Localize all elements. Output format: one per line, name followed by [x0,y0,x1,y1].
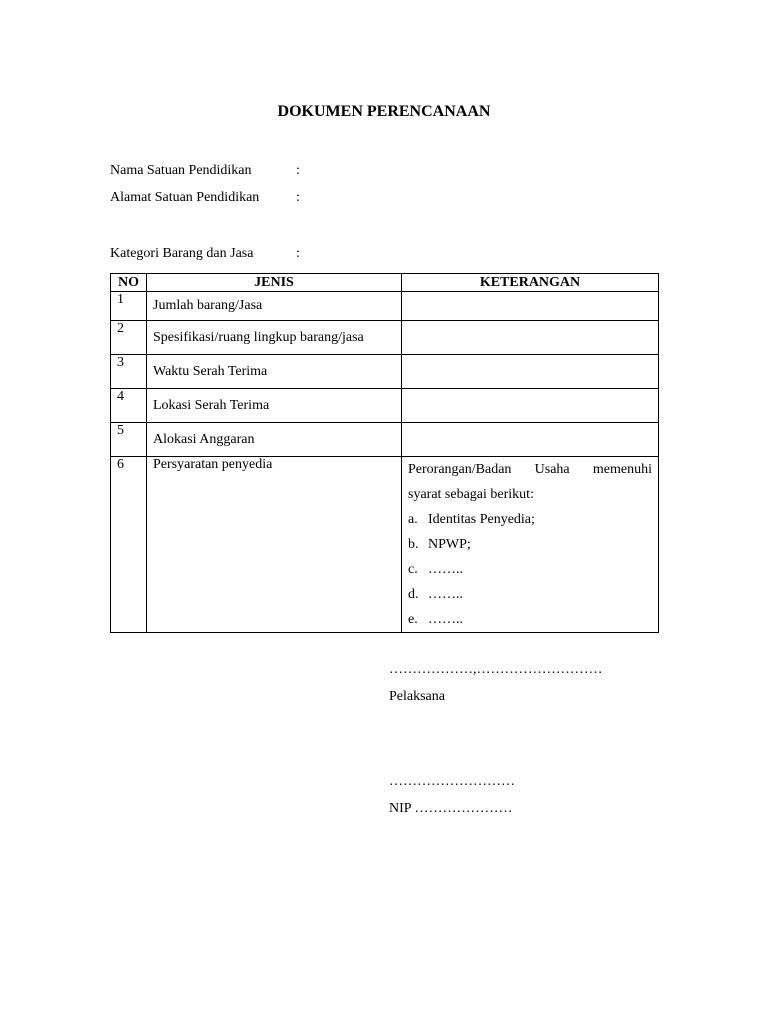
field-label: Nama Satuan Pendidikan [110,163,252,178]
row-jenis: Waktu Serah Terima [147,355,402,389]
planning-table [110,273,659,633]
table-row [111,389,659,423]
list-text: …….. [428,587,463,602]
list-marker: d. [408,587,419,602]
row-jenis: Spesifikasi/ruang lingkup barang/jasa [147,321,402,355]
row-keterangan [402,321,659,355]
table-header-row [111,274,659,292]
row-keterangan [402,389,659,423]
row-jenis: Alokasi Anggaran [147,423,402,457]
list-item [408,582,652,607]
table-row [111,457,659,633]
row-jenis: Persyaratan penyedia [147,457,402,633]
list-text: NPWP; [428,537,471,552]
list-item [408,607,652,632]
table-row [111,321,659,355]
list-text: Identitas Penyedia; [428,512,535,527]
list-marker: b. [408,537,419,552]
header-keterangan: KETERANGAN [402,274,659,292]
list-marker: c. [408,562,418,577]
list-item [408,507,652,532]
field-label: Alamat Satuan Pendidikan [110,190,260,205]
row-jenis: Lokasi Serah Terima [147,389,402,423]
row-keterangan [402,292,659,321]
row-no: 4 [111,389,147,423]
row-no: 6 [111,457,147,633]
row-keterangan [402,355,659,389]
table-row [111,355,659,389]
signature-role: Pelaksana [389,689,445,704]
signature-place-date: ………………,……………………… [389,662,603,677]
field-colon: : [296,163,300,178]
signature-name-line: ……………………… [389,774,515,789]
table-row [111,292,659,321]
list-text: …….. [428,562,463,577]
list-marker: e. [408,612,418,627]
row-no: 3 [111,355,147,389]
list-marker: a. [408,512,418,527]
keterangan-line: syarat sebagai berikut: [408,487,534,502]
list-item [408,557,652,582]
header-no: NO [111,274,147,292]
header-jenis: JENIS [147,274,402,292]
row-no: 2 [111,321,147,355]
table-row [111,423,659,457]
requirements-list [408,507,652,632]
page-title: DOKUMEN PERENCANAAN [277,103,491,120]
keterangan-line: Perorangan/Badan Usaha memenuhi [408,462,652,477]
field-colon: : [296,246,300,261]
row-keterangan [402,457,659,633]
list-text: …….. [428,612,463,627]
list-item [408,532,652,557]
row-no: 5 [111,423,147,457]
field-colon: : [296,190,300,205]
signature-nip: NIP ………………… [389,801,513,816]
field-label: Kategori Barang dan Jasa [110,246,254,261]
row-keterangan [402,423,659,457]
row-no: 1 [111,292,147,321]
row-jenis: Jumlah barang/Jasa [147,292,402,321]
